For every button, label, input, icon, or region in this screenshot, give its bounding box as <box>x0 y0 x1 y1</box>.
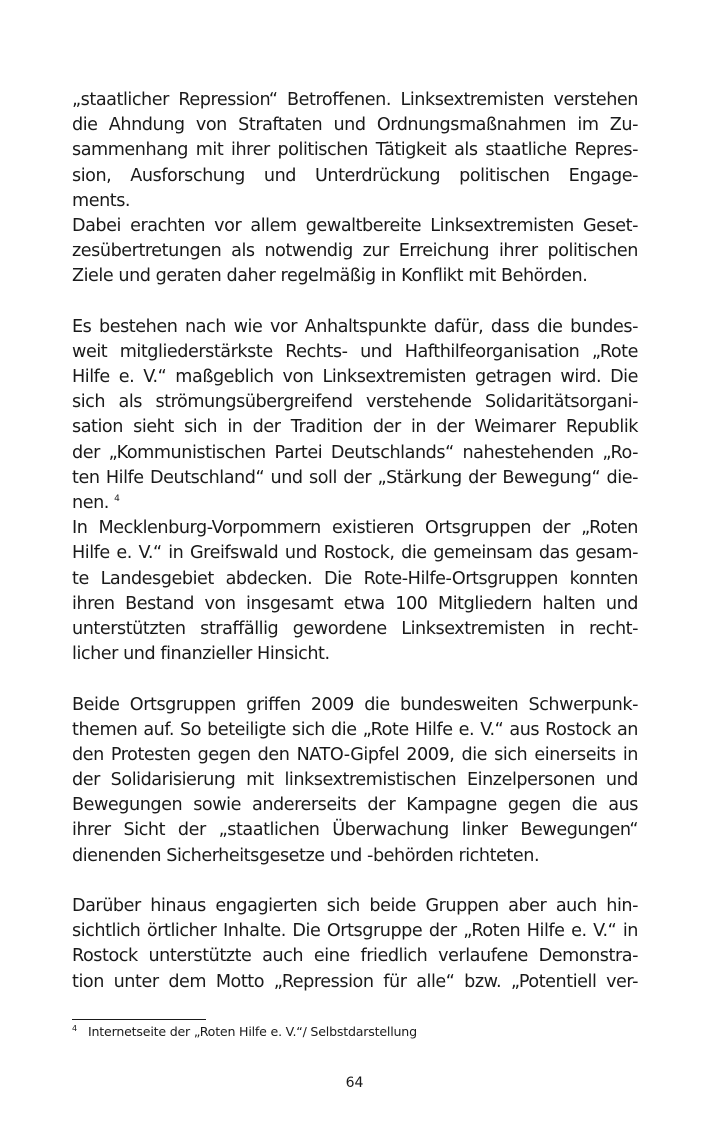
text-line <box>72 491 638 516</box>
text-line <box>72 113 638 138</box>
line-text: der „Kommunistischen Partei Deutschlands“ nahestehenden „Ro- <box>72 442 638 463</box>
text-line <box>72 516 638 541</box>
text-line <box>72 340 638 365</box>
footnote-reference: 4 <box>114 494 120 504</box>
line-text: Dabei erachten vor allem gewaltbereite Linksextremisten Geset- <box>72 215 638 236</box>
line-text: ments. <box>72 190 131 211</box>
paragraph-gap <box>72 290 638 315</box>
paragraph <box>72 88 638 290</box>
line-text: weit mitgliederstärkste Rechts- und Hafthilfeorganisation „Rote <box>72 341 638 362</box>
line-text: Rostock unterstützte auch eine friedlich verlaufene Demonstra- <box>72 946 638 967</box>
text-line <box>72 818 638 843</box>
line-text: sammenhang mit ihrer politischen Tätigkeit als staatliche Repres- <box>72 140 638 161</box>
line-text: die Ahndung von Straftaten und Ordnungsmaßnahmen im Zu- <box>72 115 638 136</box>
text-line <box>72 239 638 264</box>
text-line <box>72 415 638 440</box>
text-line <box>72 189 638 214</box>
text-line <box>72 793 638 818</box>
line-text: tion unter dem Motto „Repression für alle“ bzw. „Potentiell ver- <box>72 971 638 992</box>
text-line <box>72 567 638 592</box>
text-line <box>72 315 638 340</box>
text-line <box>72 541 638 566</box>
line-text: In Mecklenburg-Vorpommern existieren Ortsgruppen der „Roten <box>72 518 638 539</box>
line-text: der Solidarisierung mit linksextremistischen Einzelpersonen und <box>72 770 638 791</box>
line-text: „staatlicher Repression“ Betroffenen. Linksextremisten verstehen <box>72 90 638 110</box>
line-text: te Landesgebiet abdecken. Die Rote-Hilfe-Ortsgruppen konnten <box>72 568 638 589</box>
line-text: sich als strömungsübergreifend verstehende Solidaritätsorgani- <box>72 392 638 413</box>
footnote: 4 Internetseite der „Roten Hilfe e. V.“/ Selbstdarstellung <box>72 1024 417 1039</box>
paragraph-gap <box>72 869 638 894</box>
line-text: unterstützten straffällig gewordene Linksextremisten in recht- <box>72 618 638 639</box>
text-line <box>72 743 638 768</box>
paragraph-gap <box>72 667 638 692</box>
text-line <box>72 693 638 718</box>
paragraph <box>72 693 638 869</box>
line-text: Beide Ortsgruppen griffen 2009 die bundesweiten Schwerpunk- <box>72 694 638 715</box>
line-text: dienenden Sicherheitsgesetze und -behörden richteten. <box>72 845 540 866</box>
text-line <box>72 441 638 466</box>
text-line <box>72 642 638 667</box>
page-number: 64 <box>345 1075 364 1091</box>
body-text <box>72 88 638 995</box>
line-text: sichtlich örtlicher Inhalte. Die Ortsgruppe der „Roten Hilfe e. V.“ in <box>72 921 638 942</box>
line-text: ten Hilfe Deutschland“ und soll der „Stärkung der Bewegung“ die- <box>72 467 638 488</box>
text-line <box>72 718 638 743</box>
text-line <box>72 88 638 113</box>
text-line <box>72 617 638 642</box>
footnote-text: Internetseite der „Roten Hilfe e. V.“/ Selbstdarstellung <box>88 1024 417 1039</box>
text-line <box>72 466 638 491</box>
line-text: sion, Ausforschung und Unterdrückung politischen Engage- <box>72 165 638 186</box>
paragraph <box>72 894 638 995</box>
text-line <box>72 164 638 189</box>
text-line <box>72 592 638 617</box>
text-line <box>72 944 638 969</box>
text-line <box>72 138 638 163</box>
text-line <box>72 970 638 995</box>
line-text: Hilfe e. V.“ in Greifswald und Rostock, die gemeinsam das gesam- <box>72 543 638 564</box>
line-text: Es bestehen nach wie vor Anhaltspunkte dafür, dass die bundes- <box>72 316 638 337</box>
text-line <box>72 264 638 289</box>
line-text: ihren Bestand von insgesamt etwa 100 Mitgliedern halten und <box>72 593 638 614</box>
line-text: licher und finanzieller Hinsicht. <box>72 644 330 665</box>
footnote-separator <box>72 1019 206 1020</box>
text-line <box>72 390 638 415</box>
line-text: Darüber hinaus engagierten sich beide Gruppen aber auch hin- <box>72 896 638 916</box>
text-line <box>72 214 638 239</box>
line-text: den Protesten gegen den NATO-Gipfel 2009, die sich einerseits in <box>72 744 638 765</box>
line-text: ihrer Sicht der „staatlichen Überwachung linker Bewegungen“ <box>72 820 638 841</box>
text-line <box>72 365 638 390</box>
line-text: sation sieht sich in der Tradition der in der Weimarer Republik <box>72 417 638 438</box>
line-text: nen. <box>72 493 109 513</box>
line-text: Bewegungen sowie andererseits der Kampagne gegen die aus <box>72 795 638 816</box>
line-text: Ziele und geraten daher regelmäßig in Konflikt mit Behörden. <box>72 266 588 287</box>
paragraph <box>72 315 638 668</box>
line-text: Hilfe e. V.“ maßgeblich von Linksextremisten getragen wird. Die <box>72 367 638 388</box>
text-line <box>72 844 638 869</box>
text-line <box>72 894 638 919</box>
text-line <box>72 768 638 793</box>
text-line <box>72 919 638 944</box>
line-text: themen auf. So beteiligte sich die „Rote Hilfe e. V.“ aus Rostock an <box>72 719 638 740</box>
line-text: zesübertretungen als notwendig zur Erreichung ihrer politischen <box>72 241 638 262</box>
